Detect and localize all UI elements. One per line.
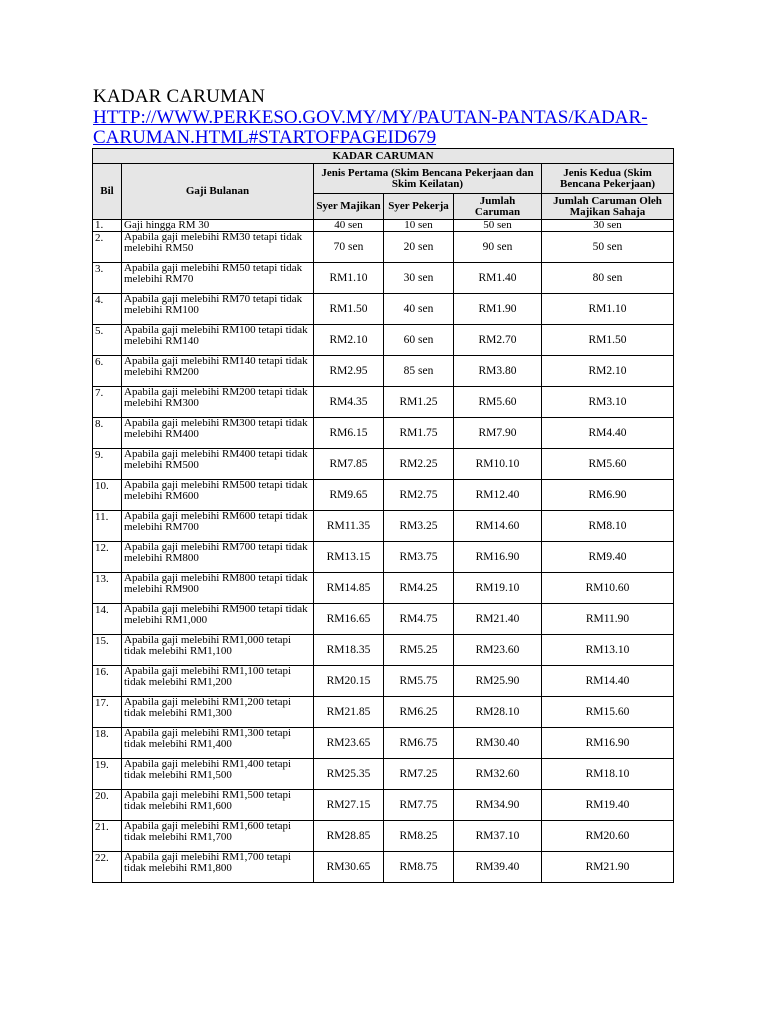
header-jumlah-majikan: Jumlah Caruman Oleh Majikan Sahaja (542, 194, 674, 220)
document-title: KADAR CARUMAN (93, 86, 266, 107)
salary-range-cell: Apabila gaji melebihi RM50 tetapi tidak melebihi RM70 (122, 263, 314, 294)
total-contribution-cell: 50 sen (454, 220, 542, 232)
employer-share-cell: RM20.15 (314, 666, 384, 697)
employer-only-total-cell: RM15.60 (542, 697, 674, 728)
employer-share-cell: RM30.65 (314, 852, 384, 883)
employer-only-total-cell: 80 sen (542, 263, 674, 294)
employee-share-cell: RM6.25 (384, 697, 454, 728)
employer-share-cell: RM13.15 (314, 542, 384, 573)
table-caption: KADAR CARUMAN (93, 149, 674, 164)
table-row (93, 220, 674, 232)
bil-cell: 8. (93, 418, 122, 449)
employer-only-total-cell: RM1.10 (542, 294, 674, 325)
header-syer-pekerja: Syer Pekerja (384, 194, 454, 220)
employer-share-cell: RM11.35 (314, 511, 384, 542)
employer-only-total-cell: 50 sen (542, 232, 674, 263)
employer-only-total-cell: RM16.90 (542, 728, 674, 759)
salary-range-cell: Apabila gaji melebihi RM70 tetapi tidak melebihi RM100 (122, 294, 314, 325)
salary-range-cell: Apabila gaji melebihi RM200 tetapi tidak melebihi RM300 (122, 387, 314, 418)
bil-cell: 5. (93, 325, 122, 356)
total-contribution-cell: RM30.40 (454, 728, 542, 759)
table-row (93, 604, 674, 635)
employee-share-cell: RM2.75 (384, 480, 454, 511)
employer-only-total-cell: RM20.60 (542, 821, 674, 852)
employer-share-cell: RM25.35 (314, 759, 384, 790)
bil-cell: 22. (93, 852, 122, 883)
bil-cell: 14. (93, 604, 122, 635)
total-contribution-cell: RM28.10 (454, 697, 542, 728)
employer-share-cell: RM4.35 (314, 387, 384, 418)
table-row (93, 511, 674, 542)
header-syer-majikan: Syer Majikan (314, 194, 384, 220)
total-contribution-cell: RM37.10 (454, 821, 542, 852)
bil-cell: 10. (93, 480, 122, 511)
employer-only-total-cell: 30 sen (542, 220, 674, 232)
employer-only-total-cell: RM14.40 (542, 666, 674, 697)
total-contribution-cell: RM12.40 (454, 480, 542, 511)
employer-only-total-cell: RM1.50 (542, 325, 674, 356)
total-contribution-cell: RM19.10 (454, 573, 542, 604)
employer-share-cell: RM16.65 (314, 604, 384, 635)
employee-share-cell: RM8.25 (384, 821, 454, 852)
total-contribution-cell: RM34.90 (454, 790, 542, 821)
total-contribution-cell: RM32.60 (454, 759, 542, 790)
bil-cell: 1. (93, 220, 122, 232)
employee-share-cell: 85 sen (384, 356, 454, 387)
employee-share-cell: RM5.25 (384, 635, 454, 666)
employee-share-cell: RM6.75 (384, 728, 454, 759)
bil-cell: 3. (93, 263, 122, 294)
salary-range-cell: Apabila gaji melebihi RM900 tetapi tidak melebihi RM1,000 (122, 604, 314, 635)
bil-cell: 18. (93, 728, 122, 759)
bil-cell: 17. (93, 697, 122, 728)
table-row (93, 232, 674, 263)
table-row (93, 294, 674, 325)
employee-share-cell: RM4.75 (384, 604, 454, 635)
table-row (93, 325, 674, 356)
bil-cell: 4. (93, 294, 122, 325)
employer-share-cell: RM23.65 (314, 728, 384, 759)
salary-range-cell: Apabila gaji melebihi RM30 tetapi tidak melebihi RM50 (122, 232, 314, 263)
employer-share-cell: RM9.65 (314, 480, 384, 511)
salary-range-cell: Apabila gaji melebihi RM800 tetapi tidak melebihi RM900 (122, 573, 314, 604)
employer-share-cell: RM27.15 (314, 790, 384, 821)
employer-share-cell: 40 sen (314, 220, 384, 232)
employer-only-total-cell: RM4.40 (542, 418, 674, 449)
table-row (93, 852, 674, 883)
total-contribution-cell: RM39.40 (454, 852, 542, 883)
table-row (93, 635, 674, 666)
salary-range-cell: Gaji hingga RM 30 (122, 220, 314, 232)
employer-share-cell: RM18.35 (314, 635, 384, 666)
bil-cell: 19. (93, 759, 122, 790)
bil-cell: 9. (93, 449, 122, 480)
salary-range-cell: Apabila gaji melebihi RM300 tetapi tidak melebihi RM400 (122, 418, 314, 449)
table-row (93, 480, 674, 511)
total-contribution-cell: RM3.80 (454, 356, 542, 387)
bil-cell: 11. (93, 511, 122, 542)
salary-range-cell: Apabila gaji melebihi RM700 tetapi tidak melebihi RM800 (122, 542, 314, 573)
salary-range-cell: Apabila gaji melebihi RM1,200 tetapi tidak melebihi RM1,300 (122, 697, 314, 728)
employer-only-total-cell: RM11.90 (542, 604, 674, 635)
table-body (93, 220, 674, 883)
total-contribution-cell: RM2.70 (454, 325, 542, 356)
salary-range-cell: Apabila gaji melebihi RM140 tetapi tidak melebihi RM200 (122, 356, 314, 387)
table-row (93, 821, 674, 852)
employer-only-total-cell: RM18.10 (542, 759, 674, 790)
employee-share-cell: RM1.25 (384, 387, 454, 418)
employer-only-total-cell: RM8.10 (542, 511, 674, 542)
bil-cell: 7. (93, 387, 122, 418)
total-contribution-cell: RM21.40 (454, 604, 542, 635)
salary-range-cell: Apabila gaji melebihi RM1,700 tetapi tidak melebihi RM1,800 (122, 852, 314, 883)
total-contribution-cell: RM16.90 (454, 542, 542, 573)
employee-share-cell: RM8.75 (384, 852, 454, 883)
employer-only-total-cell: RM6.90 (542, 480, 674, 511)
employee-share-cell: RM3.25 (384, 511, 454, 542)
table-row (93, 573, 674, 604)
employer-share-cell: RM1.10 (314, 263, 384, 294)
total-contribution-cell: RM1.40 (454, 263, 542, 294)
table-row (93, 449, 674, 480)
table-row (93, 728, 674, 759)
header-gaji-bulanan: Gaji Bulanan (122, 164, 314, 220)
salary-range-cell: Apabila gaji melebihi RM500 tetapi tidak melebihi RM600 (122, 480, 314, 511)
total-contribution-cell: RM14.60 (454, 511, 542, 542)
employer-share-cell: RM14.85 (314, 573, 384, 604)
employee-share-cell: RM1.75 (384, 418, 454, 449)
employer-only-total-cell: RM10.60 (542, 573, 674, 604)
employee-share-cell: 40 sen (384, 294, 454, 325)
total-contribution-cell: RM5.60 (454, 387, 542, 418)
table-row (93, 387, 674, 418)
total-contribution-cell: RM7.90 (454, 418, 542, 449)
employer-share-cell: RM2.95 (314, 356, 384, 387)
header-bil: Bil (93, 164, 122, 220)
table-row (93, 542, 674, 573)
salary-range-cell: Apabila gaji melebihi RM100 tetapi tidak melebihi RM140 (122, 325, 314, 356)
employer-only-total-cell: RM19.40 (542, 790, 674, 821)
total-contribution-cell: RM10.10 (454, 449, 542, 480)
bil-cell: 2. (93, 232, 122, 263)
bil-cell: 15. (93, 635, 122, 666)
total-contribution-cell: RM23.60 (454, 635, 542, 666)
salary-range-cell: Apabila gaji melebihi RM1,600 tetapi tidak melebihi RM1,700 (122, 821, 314, 852)
employee-share-cell: RM7.75 (384, 790, 454, 821)
employer-share-cell: 70 sen (314, 232, 384, 263)
salary-range-cell: Apabila gaji melebihi RM600 tetapi tidak melebihi RM700 (122, 511, 314, 542)
salary-range-cell: Apabila gaji melebihi RM1,400 tetapi tidak melebihi RM1,500 (122, 759, 314, 790)
employer-share-cell: RM21.85 (314, 697, 384, 728)
source-link[interactable]: HTTP://WWW.PERKESO.GOV.MY/MY/PAUTAN-PANTAS/KADAR-CARUMAN.HTML#STARTOFPAGEID679 (93, 107, 648, 148)
bil-cell: 12. (93, 542, 122, 573)
table-row (93, 356, 674, 387)
employee-share-cell: RM5.75 (384, 666, 454, 697)
employer-share-cell: RM6.15 (314, 418, 384, 449)
employer-only-total-cell: RM9.40 (542, 542, 674, 573)
total-contribution-cell: RM25.90 (454, 666, 542, 697)
employee-share-cell: 60 sen (384, 325, 454, 356)
employee-share-cell: RM7.25 (384, 759, 454, 790)
salary-range-cell: Apabila gaji melebihi RM1,000 tetapi tidak melebihi RM1,100 (122, 635, 314, 666)
employee-share-cell: RM2.25 (384, 449, 454, 480)
employer-only-total-cell: RM2.10 (542, 356, 674, 387)
header-jenis-kedua: Jenis Kedua (Skim Bencana Pekerjaan) (542, 164, 674, 194)
employer-share-cell: RM1.50 (314, 294, 384, 325)
salary-range-cell: Apabila gaji melebihi RM400 tetapi tidak melebihi RM500 (122, 449, 314, 480)
table-row (93, 666, 674, 697)
employer-only-total-cell: RM13.10 (542, 635, 674, 666)
employee-share-cell: 20 sen (384, 232, 454, 263)
bil-cell: 13. (93, 573, 122, 604)
bil-cell: 16. (93, 666, 122, 697)
bil-cell: 6. (93, 356, 122, 387)
header-jenis-pertama: Jenis Pertama (Skim Bencana Pekerjaan dan Skim Keilatan) (314, 164, 542, 194)
table-row (93, 697, 674, 728)
contribution-rate-table (92, 148, 674, 883)
employee-share-cell: RM4.25 (384, 573, 454, 604)
bil-cell: 20. (93, 790, 122, 821)
employer-share-cell: RM7.85 (314, 449, 384, 480)
table-row (93, 263, 674, 294)
employee-share-cell: RM3.75 (384, 542, 454, 573)
employee-share-cell: 30 sen (384, 263, 454, 294)
table-row (93, 790, 674, 821)
employer-only-total-cell: RM5.60 (542, 449, 674, 480)
total-contribution-cell: 90 sen (454, 232, 542, 263)
table-row (93, 759, 674, 790)
employee-share-cell: 10 sen (384, 220, 454, 232)
employer-share-cell: RM28.85 (314, 821, 384, 852)
salary-range-cell: Apabila gaji melebihi RM1,500 tetapi tidak melebihi RM1,600 (122, 790, 314, 821)
header-jumlah-caruman: Jumlah Caruman (454, 194, 542, 220)
bil-cell: 21. (93, 821, 122, 852)
employer-share-cell: RM2.10 (314, 325, 384, 356)
salary-range-cell: Apabila gaji melebihi RM1,100 tetapi tidak melebihi RM1,200 (122, 666, 314, 697)
table-row (93, 418, 674, 449)
employer-only-total-cell: RM3.10 (542, 387, 674, 418)
employer-only-total-cell: RM21.90 (542, 852, 674, 883)
total-contribution-cell: RM1.90 (454, 294, 542, 325)
salary-range-cell: Apabila gaji melebihi RM1,300 tetapi tidak melebihi RM1,400 (122, 728, 314, 759)
